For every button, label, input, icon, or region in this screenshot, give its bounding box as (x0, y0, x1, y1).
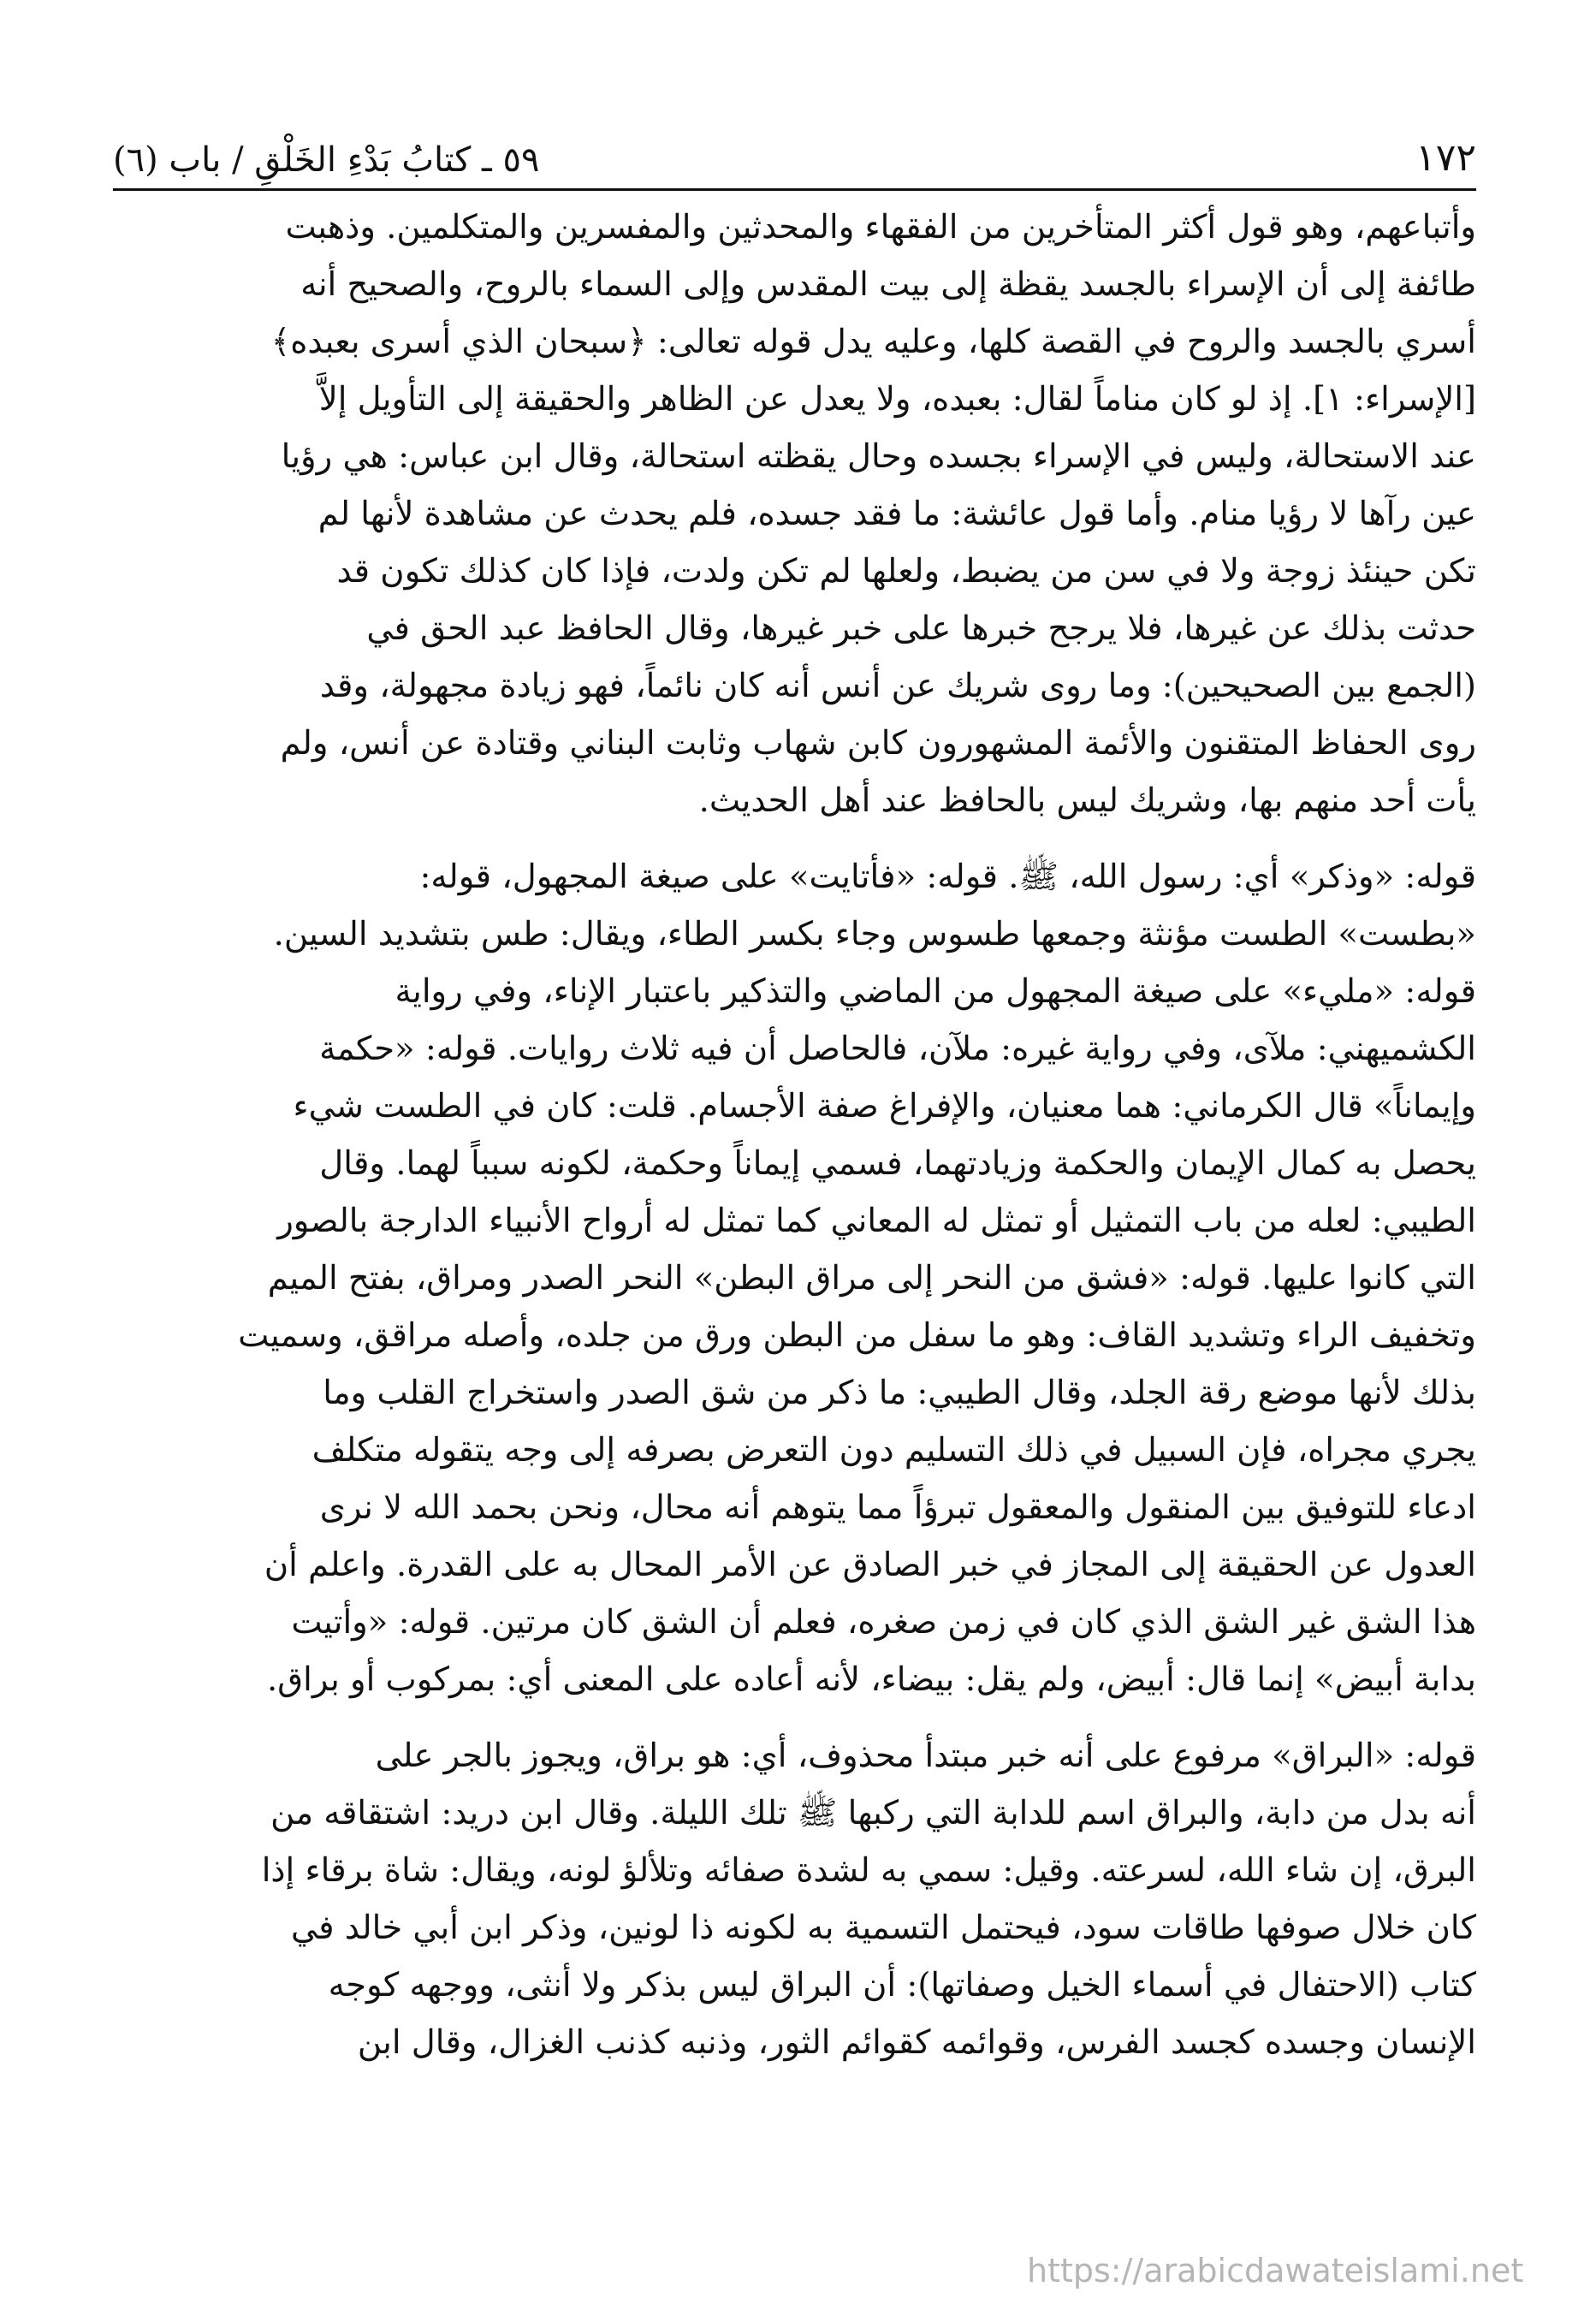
text-line: كتاب (الاحتفال في أسماء الخيل وصفاتها): أن البراق ليس بذكر ولا أنثى، ووجهه كوجه (328, 1966, 1476, 2004)
page-number: ١٧٢ (1415, 136, 1476, 180)
text-line: عين رآها لا رؤيا منام. وأما قول عائشة: ما فقد جسده، فلم يحدث عن مشاهدة لأنها لم (317, 495, 1476, 533)
text-line: (الجمع بين الصحيحين): وما روى شريك عن أنس أنه كان نائماً، فهو زيادة مجهولة، وقد (319, 667, 1476, 705)
text-line: تكن حينئذ زوجة ولا في سن من يضبط، ولعلها لم تكن ولدت، فإذا كان كذلك تكون قد (336, 552, 1476, 591)
text-line: أسري بالجسد والروح في القصة كلها، وعليه يدل قوله تعالى: ﴿سبحان الذي أسرى بعبده﴾ (270, 323, 1476, 361)
text-line: وتخفيف الراء وتشديد القاف: وهو ما سفل من البطن ورق من جلده، وأصله مراقق، وسميت (238, 1316, 1476, 1355)
paragraph-2 (113, 848, 1476, 1708)
page-header (113, 111, 1476, 191)
paragraph-1 (113, 199, 1476, 829)
text-line: الكشميهني: ملآى، وفي رواية غيره: ملآن، فالحاصل أن فيه ثلاث روايات. قوله: «حكمة (319, 1030, 1476, 1068)
text-line: روى الحفاظ المتقنون والأئمة المشهورون كابن شهاب وثابت البناني وقتادة عن أنس، ولم (280, 724, 1476, 763)
text-line: بذلك لأنها موضع رقة الجلد، وقال الطيبي: ما ذكر من شق الصدر واستخراج القلب وما (323, 1374, 1476, 1412)
text-line: أنه بدل من دابة، والبراق اسم للدابة التي ركبها ﷺ تلك الليلة. وقال ابن دريد: اشتقاقه من (270, 1794, 1476, 1832)
text-line: يأت أحد منهم بها، وشريك ليس بالحافظ عند أهل الحديث. (698, 781, 1476, 820)
text-line: الإنسان وجسده كجسد الفرس، وقوائمه كقوائم الثور، وذنبه كذنب الغزال، وقال ابن (357, 2023, 1476, 2062)
text-line: وأتباعهم، وهو قول أكثر المتأخرين من الفقهاء والمحدثين والمفسرين والمتكلمين. وذهبت (285, 208, 1476, 246)
text-line: عند الاستحالة، وليس في الإسراء بجسده وحال يقظته استحالة، وقال ابن عباس: هي رؤيا (281, 437, 1476, 476)
text-line: حدثت بذلك عن غيرها، فلا يرجح خبرها على خبر غيرها، وقال الحافظ عبد الحق في (366, 609, 1476, 648)
text-line: هذا الشق غير الشق الذي كان في زمن صغره، فعلم أن الشق كان مرتين. قوله: «وأتيت (291, 1603, 1476, 1642)
page-body (113, 199, 1476, 2071)
text-line: ادعاء للتوفيق بين المنقول والمعقول تبرؤاً مما يتوهم أنه محال، ونحن بحمد الله لا نرى (319, 1488, 1476, 1527)
text-line: يحصل به كمال الإيمان والحكمة وزيادتهما، فسمي إيماناً وحكمة، لكونه سبباً لهما. وقال (319, 1144, 1476, 1183)
text-line: بدابة أبيض» إنما قال: أبيض، ولم يقل: بيضاء، لأنه أعاده على المعنى أي: بمركوب أو براق. (267, 1660, 1476, 1699)
text-line: التي كانوا عليها. قوله: «فشق من النحر إلى مراق البطن» النحر الصدر ومراق، بفتح الميم (267, 1259, 1476, 1298)
text-line: قوله: «مليء» على صيغة المجهول من الماضي والتذكير باعتبار الإناء، وفي رواية (395, 972, 1476, 1011)
text-line: قوله: «البراق» مرفوع على أنه خبر مبتدأ محذوف، أي: هو براق، ويجوز بالجر على (375, 1737, 1476, 1775)
text-line: البرق، إن شاء الله، لسرعته. وقيل: سمي به لشدة صفائه وتلألؤ لونه، ويقال: شاة برقاء إذا (261, 1851, 1476, 1890)
paragraph-3 (113, 1727, 1476, 2071)
text-line: العدول عن الحقيقة إلى المجاز في خبر الصادق عن الأمر المحال به على القدرة. واعلم أن (264, 1546, 1476, 1584)
watermark-url: https://arabicdawateislami.net (1027, 2252, 1524, 2289)
text-line: قوله: «وذكر» أي: رسول الله، ﷺ. قوله: «فأتايت» على صيغة المجهول، قوله: (419, 858, 1476, 896)
text-line: يجري مجراه، فإن السبيل في ذلك التسليم دون التعرض بصرفه إلى وجه يتقوله متكلف (311, 1431, 1476, 1470)
text-line: كان خلال صوفها طاقات سود، فيحتمل التسمية به لكونه ذا لونين، وذكر ابن أبي خالد في (290, 1909, 1476, 1947)
text-line: [الإسراء: ١]. إذ لو كان مناماً لقال: بعبده، ولا يعدل عن الظاهر والحقيقة إلى التأويل إلاَّ (318, 380, 1476, 419)
text-line: وإيماناً» قال الكرماني: هما معنيان، والإفراغ صفة الأجسام. قلت: كان في الطست شيء (293, 1087, 1476, 1125)
text-line: طائفة إلى أن الإسراء بالجسد يقظة إلى بيت المقدس وإلى السماء بالروح، والصحيح أنه (300, 265, 1476, 304)
text-line: «بطست» الطست مؤنثة وجمعها طسوس وجاء بكسر الطاء، ويقال: طس بتشديد السين. (273, 915, 1476, 953)
text-line: الطيبي: لعله من باب التمثيل أو تمثل له المعاني كما تمثل له أرواح الأنبياء الدارجة بالصور (277, 1202, 1476, 1240)
running-title: ٥٩ ـ كتابُ بَدْءِ الخَلْقِ / باب (٦) (113, 140, 540, 180)
